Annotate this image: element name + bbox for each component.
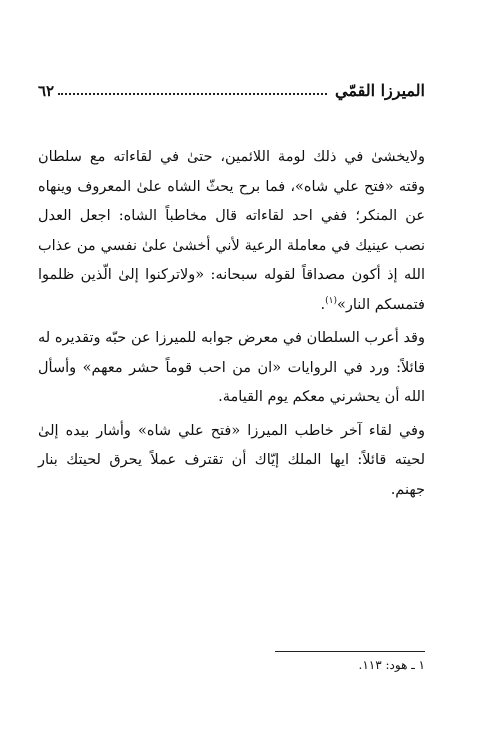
paragraph-1-text: ولايخشىٰ في ذلك لومة اللائمين، حتىٰ في لقاءاته مع سلطان وقته «فتح علي شاه»، فما برح يحثّ الشاه علىٰ المعروف وينهاه عن المنكر؛ ففي احد لقاءاته قال مخاطباً الشاه: اجعل العدل نصب عينيك في معاملة الرعية لأني أخشىٰ علىٰ نفسي من عذاب الله إذ أكون مصداقاً لقوله سبحانه: «ولاتركنوا إلىٰ الّذين ظلموا فتمسكم النار» xyxy=(38,149,425,313)
footnote-marker: (١) xyxy=(325,295,337,306)
running-title: الميرزا القمّي xyxy=(335,81,425,100)
header-leader-dots xyxy=(58,93,327,95)
body-text xyxy=(38,143,425,509)
paragraph-1: ولايخشىٰ في ذلك لومة اللائمين، حتىٰ في لقاءاته مع سلطان وقته «فتح علي شاه»، فما برح يحثّ الشاه علىٰ المعروف وينهاه عن المنكر؛ ففي احد لقاءاته قال مخاطباً الشاه: اجعل العدل نصب عينيك في معاملة الرعية لأني أخشىٰ علىٰ نفسي من عذاب الله إذ أكون مصداقاً لقوله سبحانه: «ولاتركنوا إلىٰ الّذين ظلموا فتمسكم النار»$^{(١)}$. xyxy=(38,149,425,313)
footnote: ١ ـ هود: ١١٣. xyxy=(358,658,425,672)
page-number: ٦٢ xyxy=(38,82,55,100)
page-header xyxy=(38,76,425,100)
paragraph-2: وقد أعرب السلطان في معرض جوابه للميرزا عن حبّه وتقديره له قائلاً: ورد في الروايات «ان من احب قوماً حشر معهم» وأسأل الله أن يحشرني معكم يوم القيامة. xyxy=(38,330,425,405)
footnote-divider xyxy=(275,651,425,652)
paragraph-3: وفي لقاء آخر خاطب الميرزا «فتح علي شاه» وأشار بيده إلىٰ لحيته قائلاً: ايها الملك إيّاك أن تقترف عملاً يحرق لحيتك بنار جهنم. xyxy=(38,422,425,498)
